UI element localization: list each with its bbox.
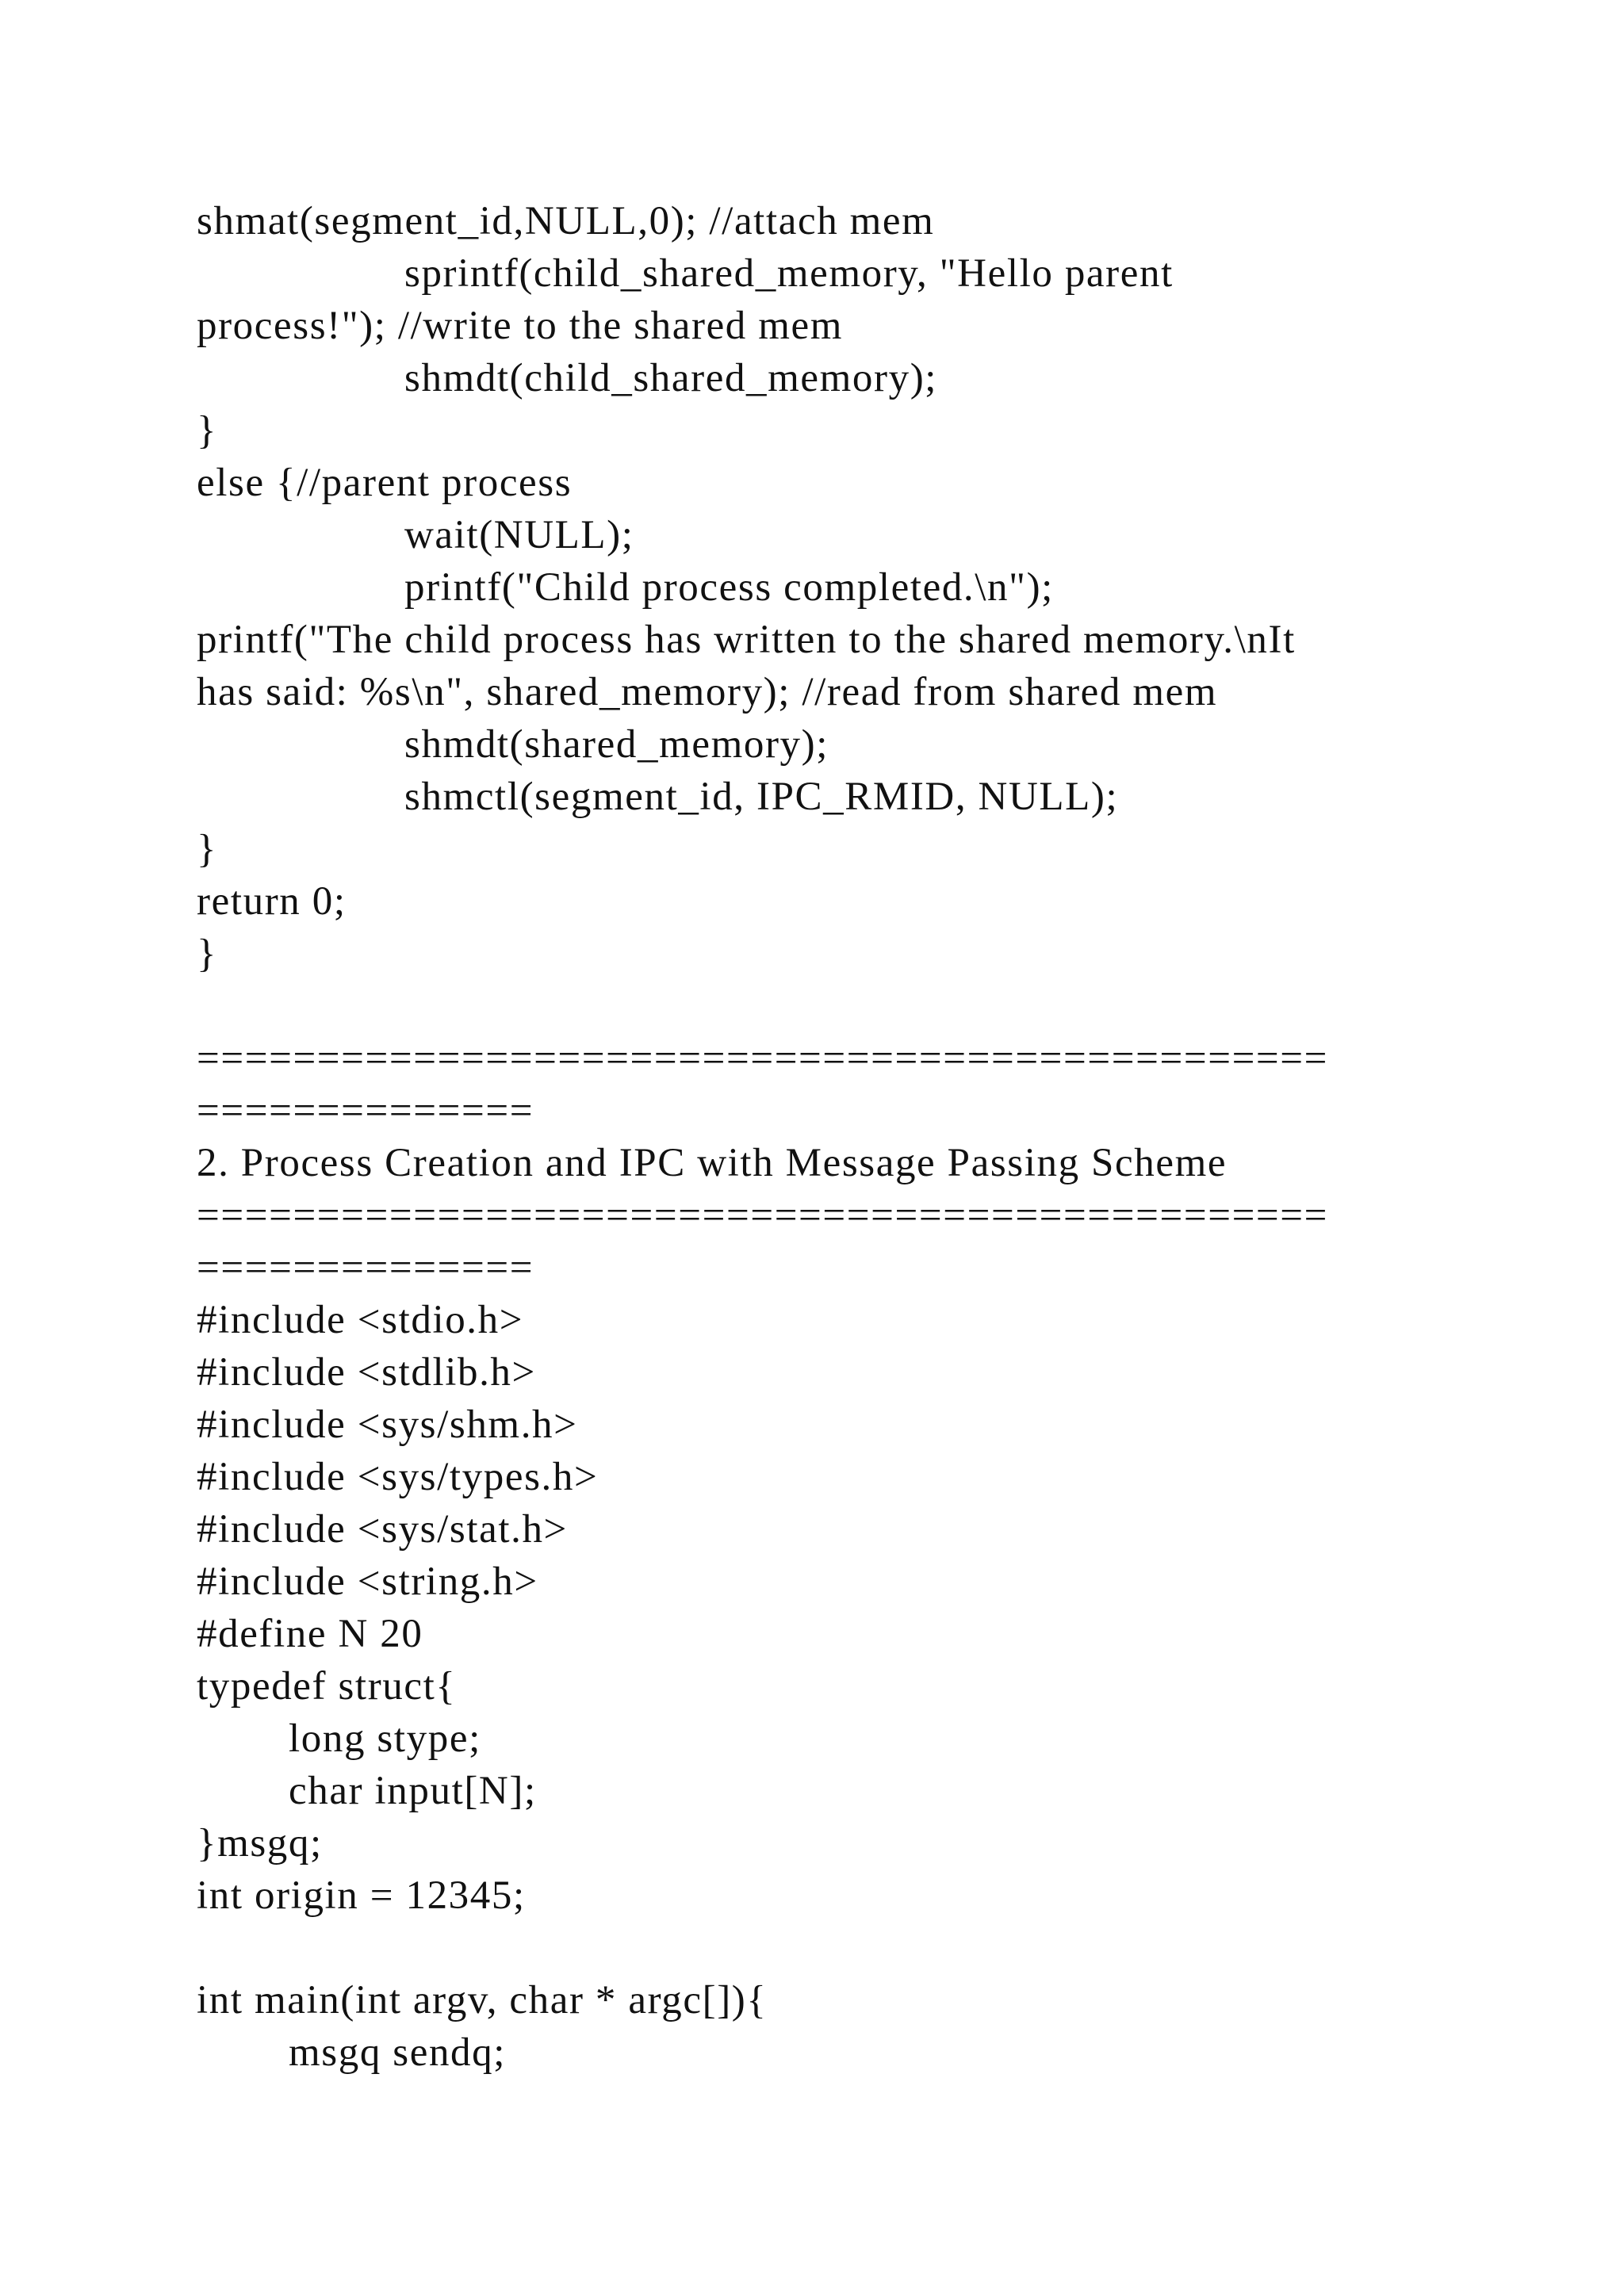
code-line: shmat(segment_id,NULL,0); //attach mem xyxy=(197,199,935,243)
code-line: shmctl(segment_id, IPC_RMID, NULL); xyxy=(404,775,1119,819)
code-line: int origin = 12345; xyxy=(197,1873,526,1918)
code-line: printf("Child process completed.\n"); xyxy=(404,565,1054,610)
code-line: } xyxy=(197,932,218,976)
code-line: } xyxy=(197,408,218,453)
code-line: wait(NULL); xyxy=(404,513,634,557)
code-line: typedef struct{ xyxy=(197,1664,457,1709)
separator-line: ============== xyxy=(197,1089,534,1133)
code-line: #include <sys/stat.h> xyxy=(197,1507,568,1552)
code-line: #include <string.h> xyxy=(197,1559,538,1604)
code-line: }msgq; xyxy=(197,1821,323,1866)
code-line: } xyxy=(197,827,218,871)
separator-line: ============== xyxy=(197,1246,534,1290)
separator-line: =============================================== xyxy=(197,1193,1329,1238)
code-line: msgq sendq; xyxy=(289,2030,507,2075)
code-line: #define N 20 xyxy=(197,1612,423,1656)
code-line: shmdt(shared_memory); xyxy=(404,722,829,767)
code-line: int main(int argv, char * argc[]){ xyxy=(197,1978,768,2022)
code-line: shmdt(child_shared_memory); xyxy=(404,356,938,400)
separator-line: =============================================== xyxy=(197,1036,1329,1081)
code-line: #include <stdio.h> xyxy=(197,1298,524,1342)
code-line: #include <stdlib.h> xyxy=(197,1350,536,1395)
code-line: char input[N]; xyxy=(289,1769,537,1813)
code-line: #include <sys/types.h> xyxy=(197,1455,599,1499)
code-line: #include <sys/shm.h> xyxy=(197,1402,578,1447)
section-heading: 2. Process Creation and IPC with Message Passing Scheme xyxy=(197,1141,1228,1185)
code-line: process!"); //write to the shared mem xyxy=(197,304,844,348)
code-line: sprintf(child_shared_memory, "Hello parent xyxy=(404,251,1174,296)
code-line: has said: %s\n", shared_memory); //read from shared mem xyxy=(197,670,1218,714)
code-line: else {//parent process xyxy=(197,461,573,505)
code-line: printf("The child process has written to the shared memory.\nIt xyxy=(197,618,1296,662)
code-line: long stype; xyxy=(289,1716,481,1761)
code-line: return 0; xyxy=(197,879,347,924)
